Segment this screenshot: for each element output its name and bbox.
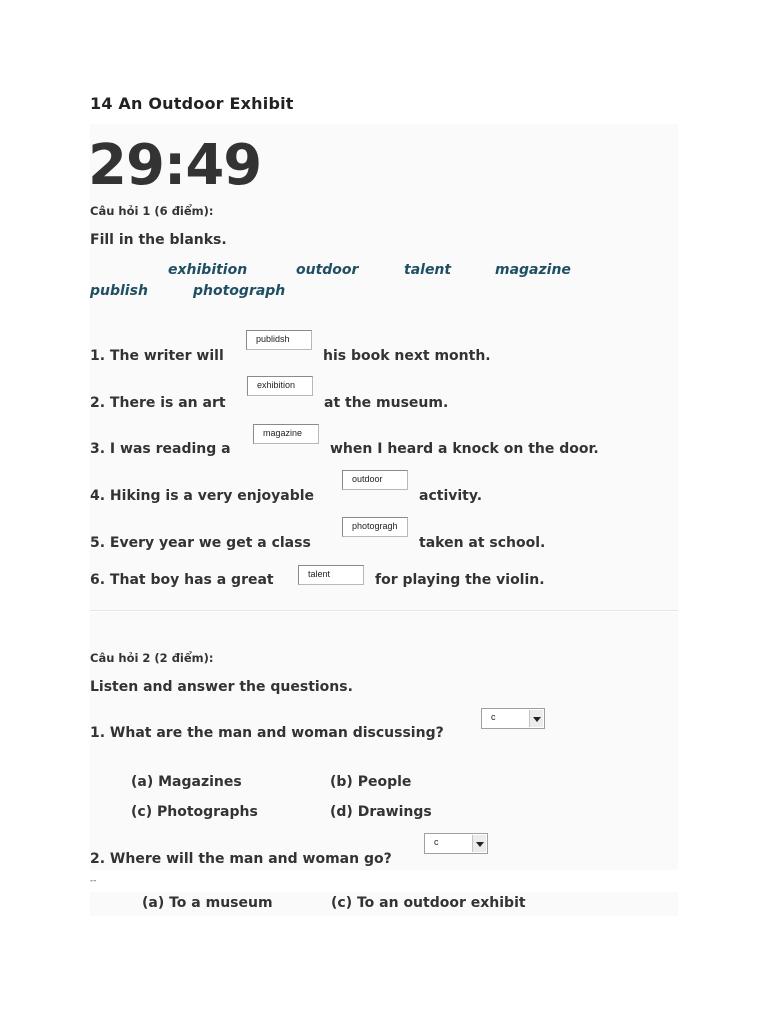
blank-sentence-5-end: taken at school. bbox=[419, 535, 546, 551]
blank-input-6[interactable]: talent bbox=[298, 565, 364, 585]
blank-input-4[interactable]: outdoor bbox=[342, 470, 408, 490]
blank-input-3[interactable]: magazine bbox=[253, 424, 319, 444]
chevron-down-icon[interactable] bbox=[472, 835, 486, 852]
question1-header: Câu hỏi 1 (6 điểm): bbox=[90, 204, 214, 218]
word-bank-item: magazine bbox=[495, 262, 571, 278]
listening-question-1: 1. What are the man and woman discussing? bbox=[90, 725, 444, 741]
word-bank-item: outdoor bbox=[296, 262, 359, 278]
option-a: (a) To a museum bbox=[142, 895, 273, 911]
countdown-timer: 29:49 bbox=[88, 133, 262, 198]
chevron-down-icon[interactable] bbox=[529, 710, 543, 727]
answer-select-1[interactable] bbox=[481, 708, 545, 729]
blank-input-1[interactable]: publidsh bbox=[246, 330, 312, 350]
question2-instruction: Listen and answer the questions. bbox=[90, 679, 353, 695]
answer-select-1-value: c bbox=[491, 712, 496, 722]
option-d: (d) Drawings bbox=[330, 804, 432, 820]
blank-sentence-2-end: at the museum. bbox=[324, 395, 449, 411]
option-b: (b) People bbox=[330, 774, 412, 790]
blank-input-5[interactable]: photogragh bbox=[342, 517, 408, 537]
blank-sentence-3-end: when I heard a knock on the door. bbox=[330, 441, 599, 457]
option-a: (a) Magazines bbox=[131, 774, 242, 790]
question2-header: Câu hỏi 2 (2 điểm): bbox=[90, 651, 214, 665]
option-c: (c) Photographs bbox=[131, 804, 258, 820]
blank-input-2[interactable]: exhibition bbox=[247, 376, 313, 396]
blank-sentence-6-end: for playing the violin. bbox=[375, 572, 545, 588]
answer-select-2[interactable] bbox=[424, 833, 488, 854]
word-bank-item: exhibition bbox=[168, 262, 248, 278]
section-divider bbox=[90, 610, 678, 611]
blank-sentence-1-start: 1. The writer will bbox=[90, 348, 224, 364]
answer-select-2-value: c bbox=[434, 837, 439, 847]
page-title: 14 An Outdoor Exhibit bbox=[90, 94, 294, 113]
blank-sentence-4-end: activity. bbox=[419, 488, 483, 504]
option-c: (c) To an outdoor exhibit bbox=[331, 895, 526, 911]
word-bank-item: photograph bbox=[193, 283, 286, 299]
blank-sentence-1-end: his book next month. bbox=[323, 348, 491, 364]
word-bank-item: talent bbox=[404, 262, 452, 278]
blank-sentence-2-start: 2. There is an art bbox=[90, 395, 226, 411]
blank-sentence-3-start: 3. I was reading a bbox=[90, 441, 231, 457]
question1-instruction: Fill in the blanks. bbox=[90, 232, 227, 248]
blank-sentence-6-start: 6. That boy has a great bbox=[90, 572, 274, 588]
blank-sentence-5-start: 5. Every year we get a class bbox=[90, 535, 311, 551]
blank-sentence-4-start: 4. Hiking is a very enjoyable bbox=[90, 488, 315, 504]
separator-text: -- bbox=[90, 876, 97, 886]
word-bank-item: publish bbox=[90, 283, 148, 299]
listening-question-2: 2. Where will the man and woman go? bbox=[90, 851, 392, 867]
